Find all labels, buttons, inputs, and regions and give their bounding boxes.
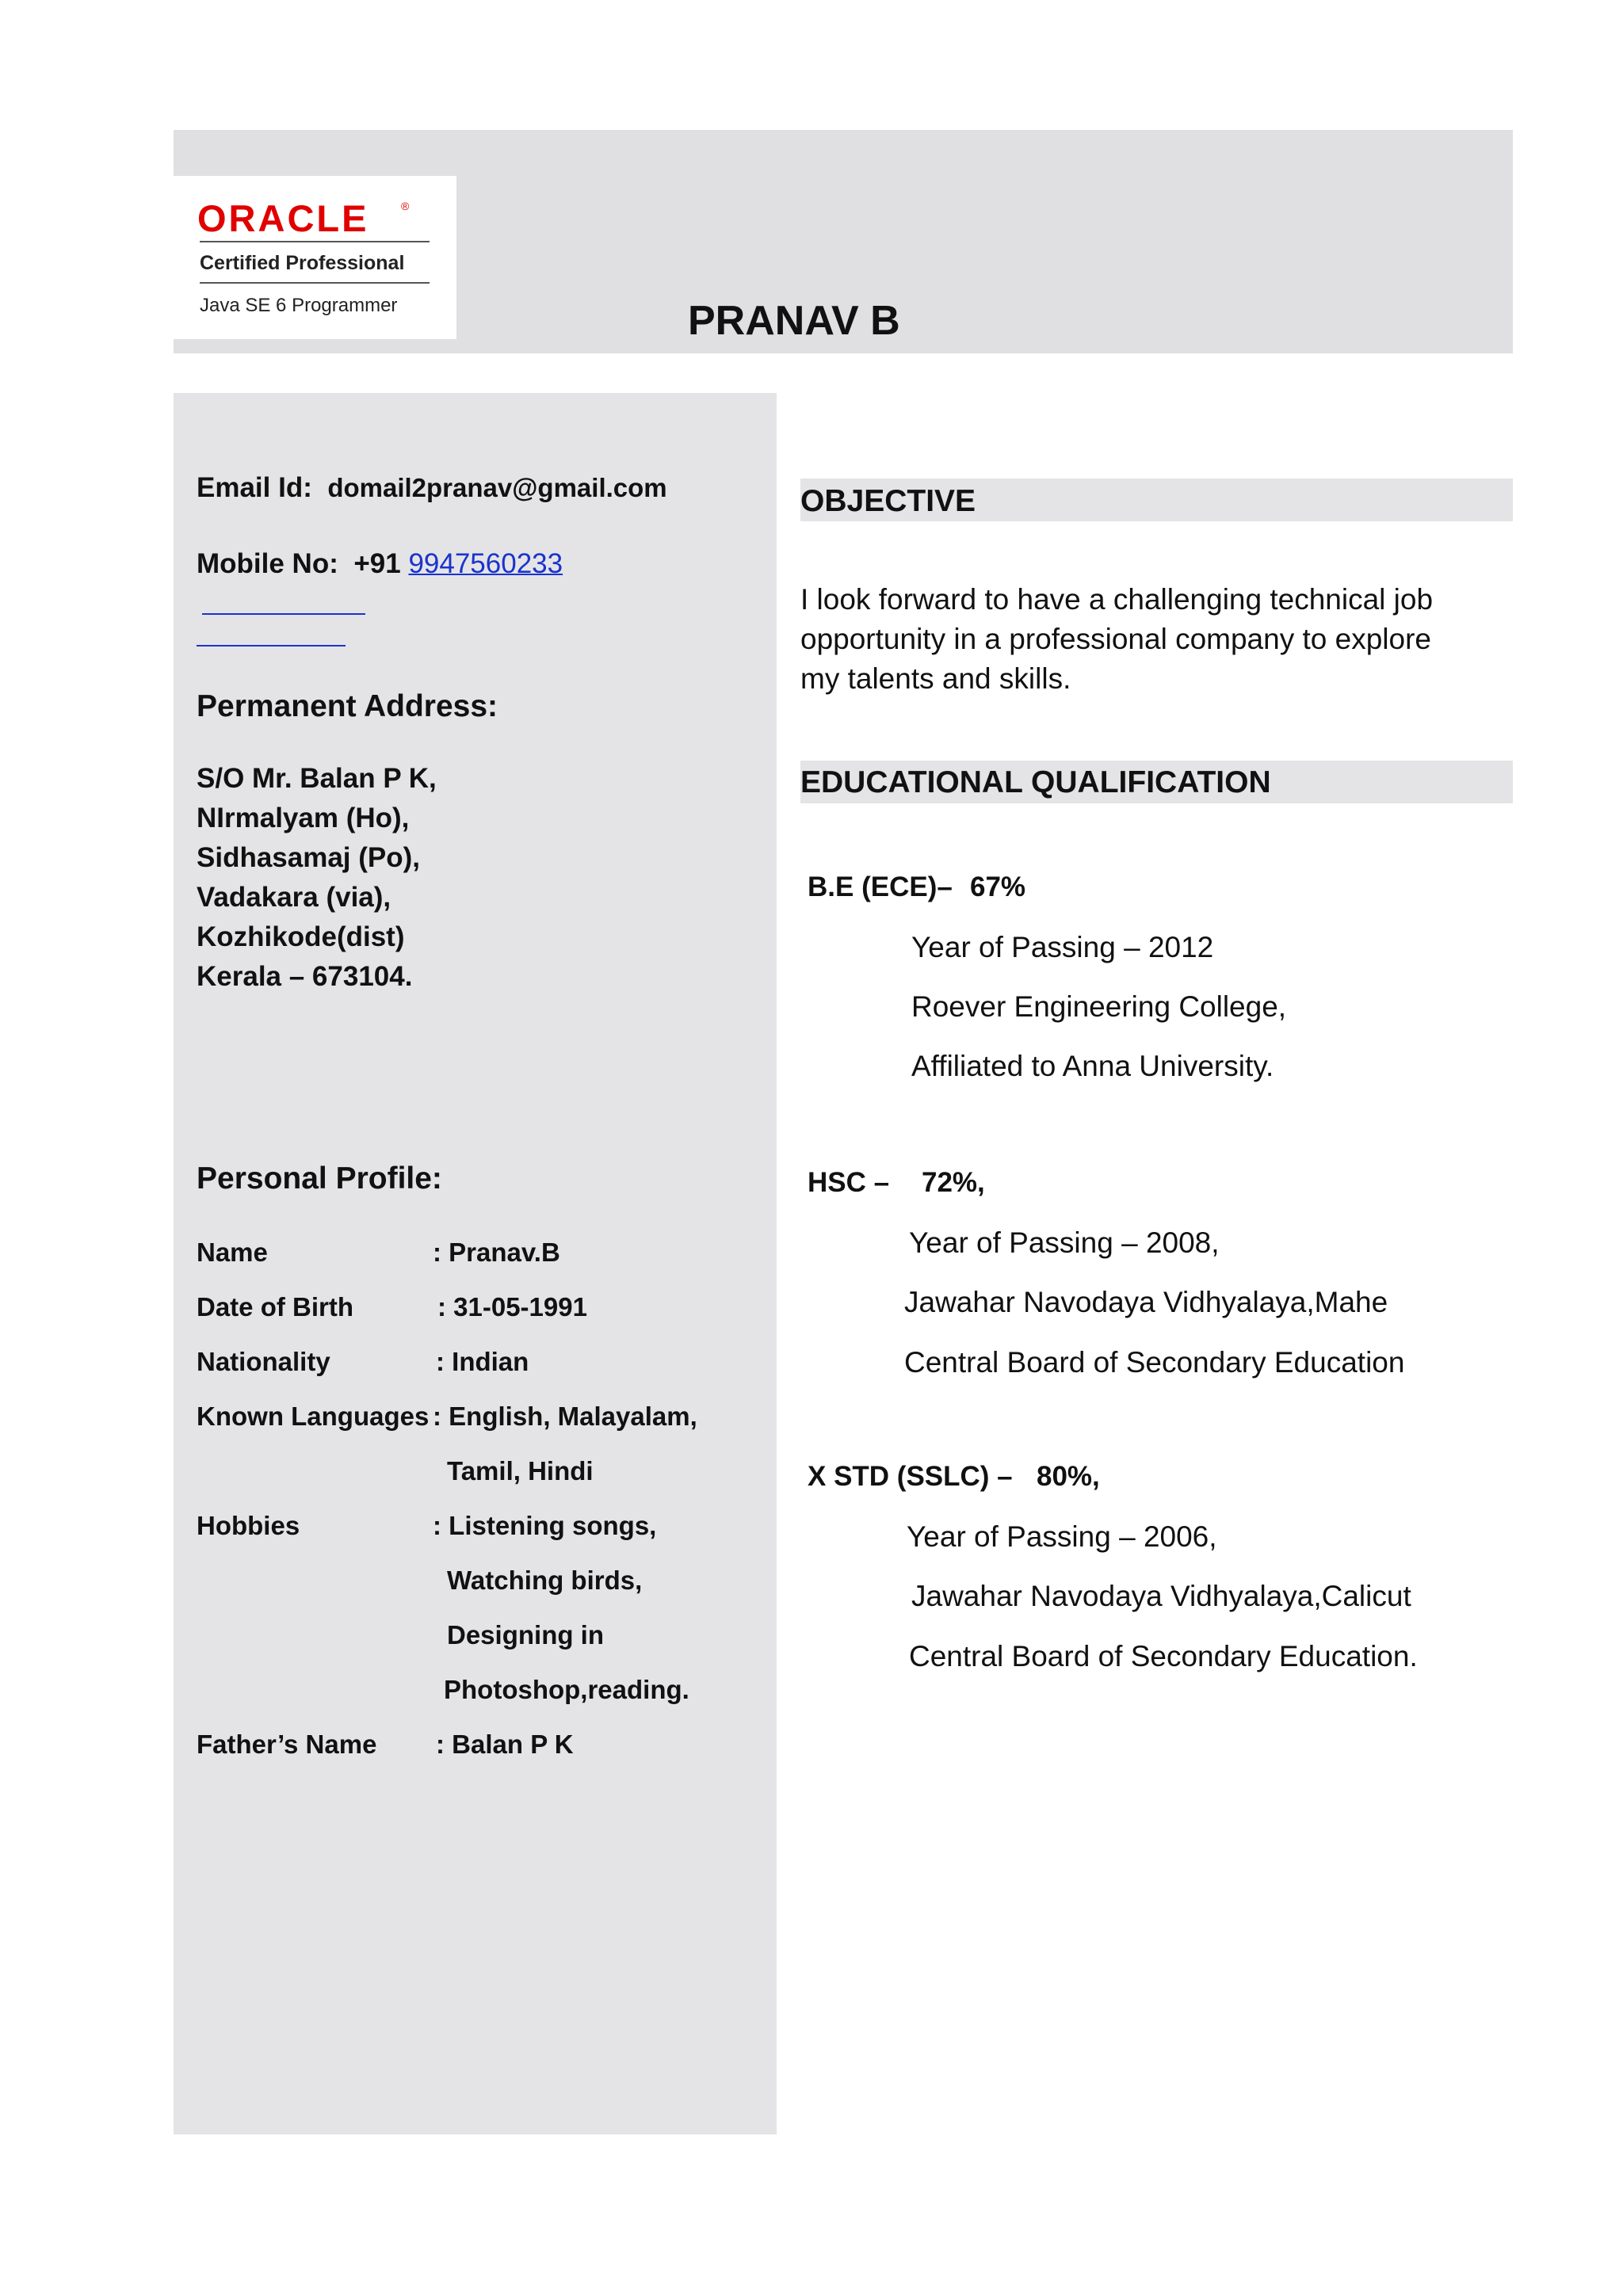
edu-sslc-detail: Central Board of Secondary Education. <box>909 1640 1418 1672</box>
edu-hsc-score: 72%, <box>922 1167 985 1198</box>
edu-be-detail: Year of Passing – 2012 <box>911 931 1214 963</box>
profile-value-hobbies-cont: Watching birds, <box>447 1566 643 1595</box>
profile-label-name: Name <box>197 1238 268 1267</box>
education-heading: EDUCATIONAL QUALIFICATION <box>800 765 1271 799</box>
edu-hsc-title: HSC – <box>808 1167 890 1198</box>
address-line: NIrmalyam (Ho), <box>197 803 410 833</box>
profile-heading: Personal Profile: <box>197 1161 442 1196</box>
objective-heading: OBJECTIVE <box>800 484 976 518</box>
registered-mark: ® <box>401 200 410 212</box>
edu-sslc-score: 80%, <box>1037 1461 1100 1492</box>
email-line <box>197 472 667 504</box>
profile-value-name: : Pranav.B <box>433 1238 560 1267</box>
edu-be-detail: Roever Engineering College, <box>911 990 1287 1023</box>
profile-value-hobbies: : Listening songs, <box>433 1511 657 1540</box>
profile-value-languages-cont: Tamil, Hindi <box>447 1456 594 1486</box>
objective-line: I look forward to have a challenging technical job <box>800 583 1434 616</box>
email-label: Email Id: <box>197 472 312 503</box>
profile-value-nationality: : Indian <box>436 1347 529 1376</box>
empty-link-underline[interactable] <box>202 613 365 615</box>
edu-be-score: 67% <box>970 871 1026 902</box>
profile-value-languages: : English, Malayalam, <box>433 1402 697 1431</box>
edu-hsc-detail: Central Board of Secondary Education <box>904 1346 1405 1379</box>
edu-hsc-detail: Year of Passing – 2008, <box>909 1226 1220 1259</box>
address-line: Sidhasamaj (Po), <box>197 842 421 873</box>
edu-be-title: B.E (ECE)– <box>808 871 953 902</box>
profile-value-hobbies-cont: Designing in <box>447 1620 604 1650</box>
logo-divider <box>200 241 430 242</box>
mobile-prefix: +91 <box>353 548 401 579</box>
candidate-name: PRANAV B <box>688 298 900 344</box>
profile-value-father: : Balan P K <box>436 1730 574 1759</box>
logo-certification-text: Certified Professional <box>200 252 405 274</box>
oracle-brand-text: ORACLE <box>197 197 369 239</box>
empty-link-underline-2[interactable] <box>197 645 346 646</box>
logo-program-text: Java SE 6 Programmer <box>200 295 398 316</box>
mobile-number-link[interactable]: 9947560233 <box>408 548 563 579</box>
edu-sslc-detail: Year of Passing – 2006, <box>907 1520 1217 1553</box>
address-line: Kozhikode(dist) <box>197 921 405 952</box>
logo-divider-2 <box>200 282 430 284</box>
profile-value-hobbies-cont: Photoshop,reading. <box>444 1675 689 1704</box>
profile-label-father: Father’s Name <box>197 1730 377 1759</box>
mobile-label: Mobile No: <box>197 548 338 579</box>
edu-be-detail: Affiliated to Anna University. <box>911 1050 1274 1082</box>
profile-value-dob: : 31-05-1991 <box>437 1292 587 1322</box>
address-line: S/O Mr. Balan P K, <box>197 763 437 794</box>
edu-hsc-detail: Jawahar Navodaya Vidhyalaya,Mahe <box>904 1286 1388 1318</box>
profile-label-dob: Date of Birth <box>197 1292 353 1322</box>
profile-label-nationality: Nationality <box>197 1347 330 1376</box>
profile-label-languages: Known Languages <box>197 1402 430 1431</box>
objective-line: opportunity in a professional company to explore <box>800 623 1431 655</box>
email-value: domail2pranav@gmail.com <box>327 473 667 502</box>
edu-sslc-detail: Jawahar Navodaya Vidhyalaya,Calicut <box>911 1580 1411 1612</box>
mobile-line <box>197 548 563 580</box>
address-heading: Permanent Address: <box>197 689 498 723</box>
address-line: Vadakara (via), <box>197 882 391 913</box>
oracle-certification-logo <box>174 176 456 339</box>
profile-label-hobbies: Hobbies <box>197 1511 300 1540</box>
edu-sslc-title: X STD (SSLC) – <box>808 1461 1013 1492</box>
address-line: Kerala – 673104. <box>197 961 413 992</box>
objective-line: my talents and skills. <box>800 662 1071 695</box>
